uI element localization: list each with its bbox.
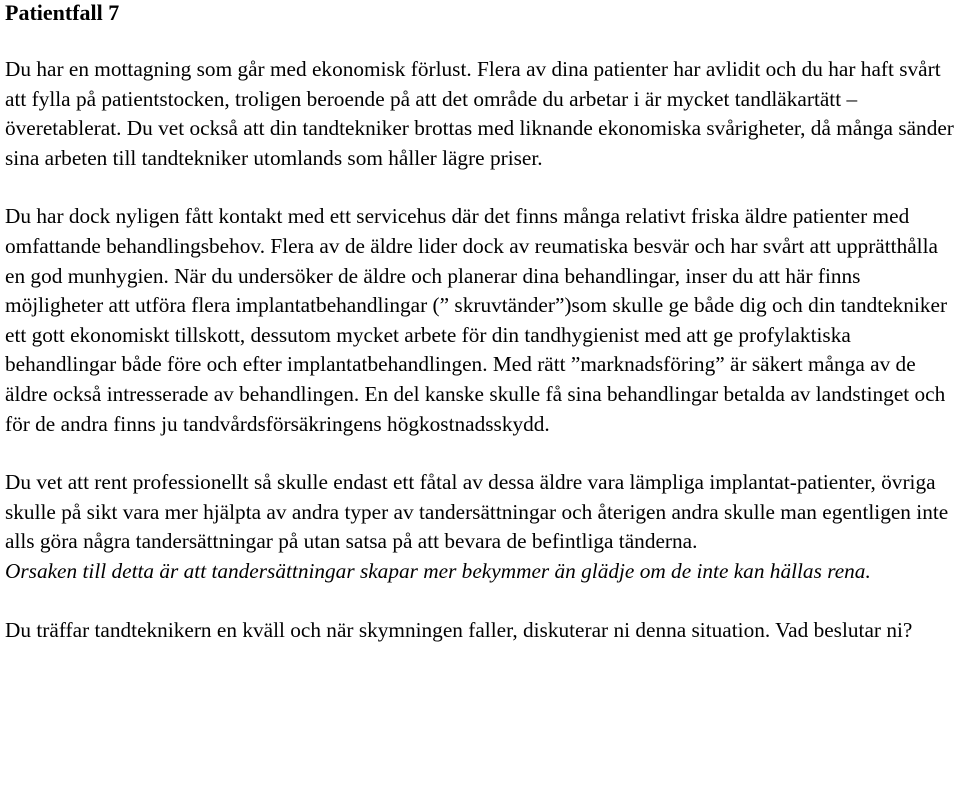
paragraph-professional: Du vet att rent professionellt så skulle endast ett fåtal av dessa äldre vara lämpliga implantat-patienter, övriga skulle på sikt vara mer hjälpta av andra typer av tandersättningar och återigen andra skulle man egentligen inte alls göra några tandersättningar på utan satsa på att bevara de befintliga tänderna. <box>5 470 949 554</box>
document-page <box>5 0 955 645</box>
document-title: Patientfall 7 <box>5 0 120 25</box>
paragraph-servicehus: Du har dock nyligen fått kontakt med ett servicehus där det finns många relativt friska äldre patienter med omfattande behandlingsbehov. Flera av de äldre lider dock av reumatiska besvär och har svårt att upprätthålla en god munhygien. När du undersöker de äldre och planerar dina behandlingar, inser du att här finns möjligheter att utföra flera implantatbehandlingar (” skruvtänder”)som skulle ge både dig och din tandtekniker ett gott ekonomiskt tillskott, dessutom mycket arbete för din tandhygienist med att ge profylaktiska behandlingar både före och efter implantatbehandlingen. Med rätt ”marknadsföring” är säkert många av de äldre också intresserade av behandlingen. En del kanske skulle få sina behandlingar betalda av landstinget och för de andra finns ju tandvårdsförsäkringens högkostnadsskydd. <box>5 204 948 436</box>
paragraph-intro: Du har en mottagning som går med ekonomisk förlust. Flera av dina patienter har avlidit och du har haft svårt att fylla på patientstocken, troligen beroende på att det område du arbetar i är mycket tandläkartätt – överetablerat. Du vet också att din tandtekniker brottas med liknande ekonomiska svårigheter, då många sänder sina arbeten till tandtekniker utomlands som håller lägre priser. <box>5 57 954 170</box>
paragraph-closing: Du träffar tandteknikern en kväll och när skymningen faller, diskuterar ni denna situation. Vad beslutar ni? <box>5 617 913 642</box>
italic-note: Orsaken till detta är att tandersättningar skapar mer bekymmer än glädje om de inte kan hällas rena. <box>5 558 871 583</box>
